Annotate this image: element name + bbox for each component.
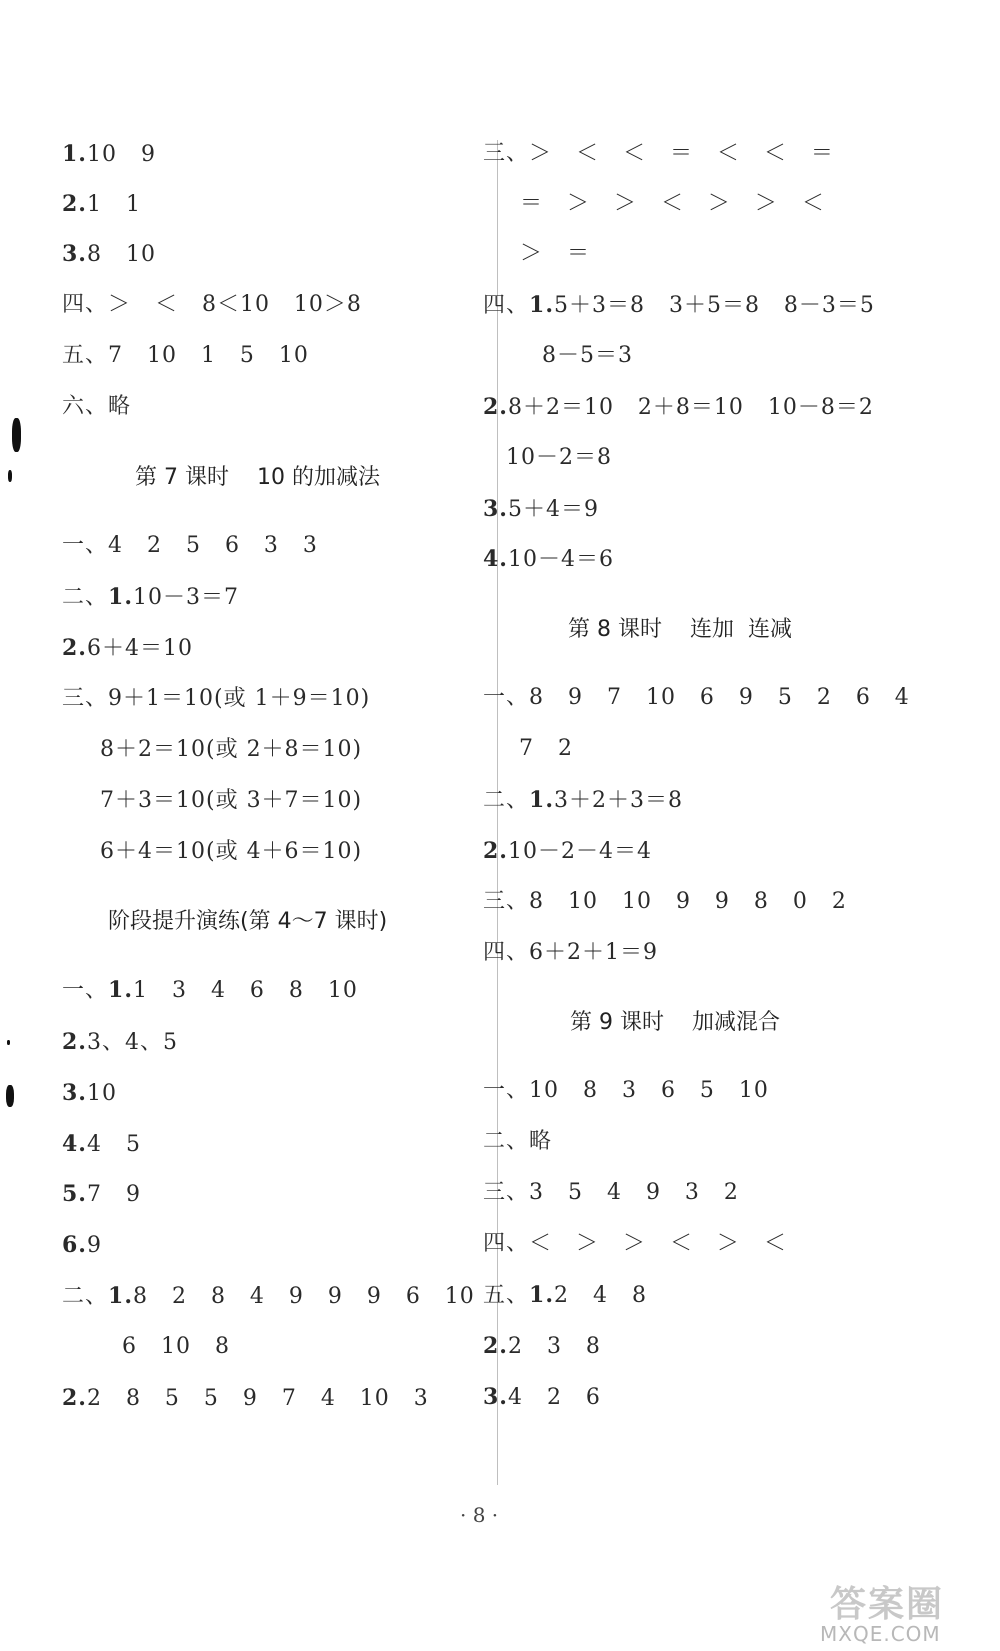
answer-line: 6 10 8 bbox=[122, 1334, 230, 1359]
scan-mark bbox=[8, 470, 12, 482]
section-title-stage-practice: 阶段提升演练(第 4～7 课时) bbox=[108, 909, 388, 934]
answer-line: 7 2 bbox=[519, 736, 573, 761]
answer-line: 10－2＝8 bbox=[506, 445, 612, 470]
answer-line: 8＋2＝10(或 2＋8＝10) bbox=[100, 737, 363, 762]
answer-line: 二、略 bbox=[483, 1129, 553, 1154]
answer-line: 一、8 9 7 10 6 9 5 2 6 4 bbox=[483, 685, 910, 710]
answer-line: 2.2 3 8 bbox=[483, 1333, 601, 1359]
answer-line: 7＋3＝10(或 3＋7＝10) bbox=[100, 788, 363, 813]
answer-line: 8－5＝3 bbox=[542, 343, 633, 368]
answer-line: 2.8＋2＝10 2＋8＝10 10－8＝2 bbox=[483, 394, 874, 420]
answer-line: 4.10－4＝6 bbox=[483, 546, 614, 572]
answer-line: 4.4 5 bbox=[62, 1131, 141, 1157]
answer-line: 2.6＋4＝10 bbox=[62, 635, 193, 661]
answer-line: 四、＞ ＜ 8＜10 10＞8 bbox=[62, 292, 362, 317]
answer-line: 2.1 1 bbox=[62, 191, 141, 217]
answer-line: ＞ ＝ bbox=[520, 241, 590, 266]
answer-line: 6.9 bbox=[62, 1232, 102, 1258]
answer-line: 三、3 5 4 9 3 2 bbox=[483, 1180, 739, 1205]
answer-line: 二、1.10－3＝7 bbox=[62, 584, 239, 610]
answer-line: 二、1.3＋2＋3＝8 bbox=[483, 787, 683, 813]
answer-line: 三、＞ ＜ ＜ ＝ ＜ ＜ ＝ bbox=[483, 141, 834, 166]
scan-mark bbox=[6, 1085, 14, 1107]
answer-line: 三、8 10 10 9 9 8 0 2 bbox=[483, 889, 847, 914]
answer-line: 6＋4＝10(或 4＋6＝10) bbox=[100, 839, 363, 864]
page-number: · 8 · bbox=[460, 1503, 499, 1527]
scan-mark bbox=[7, 1040, 10, 1045]
answer-line: 六、略 bbox=[62, 394, 132, 419]
answer-line: 2.10－2－4＝4 bbox=[483, 838, 652, 864]
answer-line: 五、1.2 4 8 bbox=[483, 1282, 647, 1308]
answer-line: 3.5＋4＝9 bbox=[483, 496, 599, 522]
section-title-lesson-9: 第 9 课时 加减混合 bbox=[570, 1010, 780, 1035]
answer-line: 五、7 10 1 5 10 bbox=[62, 343, 309, 368]
section-title-lesson-7: 第 7 课时 10 的加减法 bbox=[135, 465, 380, 490]
answer-line: 1.10 9 bbox=[62, 141, 156, 167]
answer-line: 四、1.5＋3＝8 3＋5＝8 8－3＝5 bbox=[483, 292, 875, 318]
answer-line: 三、9＋1＝10(或 1＋9＝10) bbox=[62, 686, 371, 711]
answer-line: 一、10 8 3 6 5 10 bbox=[483, 1078, 769, 1103]
answer-line: ＝ ＞ ＞ ＜ ＞ ＞ ＜ bbox=[520, 191, 825, 216]
section-title-lesson-8: 第 8 课时 连加 连减 bbox=[568, 617, 792, 642]
scan-mark bbox=[12, 418, 21, 452]
answer-line: 2.2 8 5 5 9 7 4 10 3 bbox=[62, 1385, 429, 1411]
answer-line: 一、4 2 5 6 3 3 bbox=[62, 533, 318, 558]
answer-line: 3.10 bbox=[62, 1080, 117, 1106]
answer-line: 二、1.8 2 8 4 9 9 9 6 10 bbox=[62, 1283, 475, 1309]
answer-line: 5.7 9 bbox=[62, 1181, 141, 1207]
answer-line: 2.3、4、5 bbox=[62, 1029, 178, 1055]
answer-line: 一、1.1 3 4 6 8 10 bbox=[62, 977, 358, 1003]
answer-line: 3.8 10 bbox=[62, 241, 156, 267]
watermark-title: 答案圈 bbox=[830, 1584, 945, 1625]
watermark-url: MXQE.COM bbox=[820, 1622, 941, 1646]
answer-line: 四、＜ ＞ ＞ ＜ ＞ ＜ bbox=[483, 1231, 787, 1256]
answer-line: 四、6＋2＋1＝9 bbox=[483, 940, 659, 965]
answer-line: 3.4 2 6 bbox=[483, 1384, 601, 1410]
watermark-logo bbox=[820, 1585, 990, 1645]
